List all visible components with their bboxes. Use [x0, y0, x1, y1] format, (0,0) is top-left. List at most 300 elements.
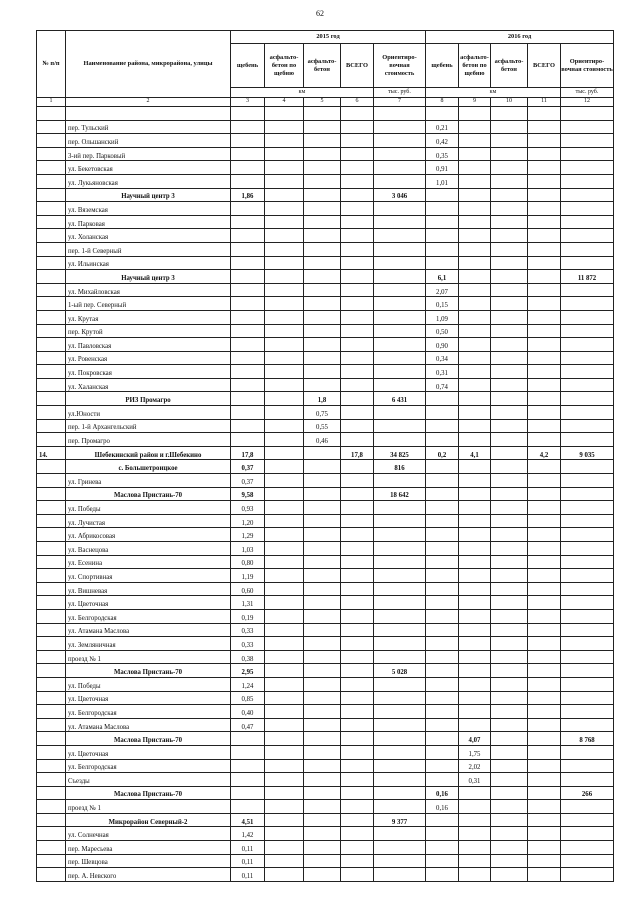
row-value: [265, 446, 304, 460]
row-value: [265, 351, 304, 365]
row-value: 0,34: [426, 351, 459, 365]
row-name: пер. Тульский: [66, 120, 231, 134]
row-value: [528, 283, 561, 297]
row-value: [304, 718, 341, 732]
row-value: [374, 229, 426, 243]
row-value: [459, 637, 491, 651]
row-value: [528, 161, 561, 175]
row-number: [37, 786, 66, 800]
row-value: [459, 827, 491, 841]
row-value: [459, 677, 491, 691]
row-value: [561, 841, 614, 855]
row-value: [528, 202, 561, 216]
row-value: [528, 582, 561, 596]
row-value: [304, 514, 341, 528]
row-value: [341, 854, 374, 868]
header-total-2016: ВСЕГО: [528, 44, 561, 88]
row-value: [341, 868, 374, 882]
row-name: ул. Цветочная: [66, 596, 231, 610]
row-value: [426, 677, 459, 691]
row-name: ул. Вяземская: [66, 202, 231, 216]
row-value: [561, 609, 614, 623]
row-value: [561, 514, 614, 528]
row-value: [491, 732, 528, 746]
table-row: [37, 310, 614, 324]
row-number: [37, 256, 66, 270]
row-value: [491, 338, 528, 352]
row-value: [491, 365, 528, 379]
row-value: [426, 609, 459, 623]
row-value: [491, 324, 528, 338]
row-value: [528, 351, 561, 365]
row-name: Микрорайон Северный-2: [66, 813, 231, 827]
row-value: [304, 161, 341, 175]
row-value: [561, 188, 614, 202]
row-value: 0,50: [426, 324, 459, 338]
row-name: ул. Ильинская: [66, 256, 231, 270]
row-name: пер. Ольшанский: [66, 134, 231, 148]
row-value: 2,07: [426, 283, 459, 297]
row-value: [265, 120, 304, 134]
row-value: [265, 338, 304, 352]
row-value: [561, 297, 614, 311]
row-value: [341, 406, 374, 420]
row-value: [459, 174, 491, 188]
row-name: Маслова Пристань-70: [66, 786, 231, 800]
row-value: [304, 677, 341, 691]
row-value: [459, 378, 491, 392]
row-value: [426, 107, 459, 121]
row-value: [374, 569, 426, 583]
row-value: [341, 555, 374, 569]
table-row: [37, 256, 614, 270]
row-value: [231, 406, 265, 420]
row-value: [528, 813, 561, 827]
row-value: [459, 406, 491, 420]
row-name: пер. Маресьева: [66, 841, 231, 855]
row-name: Маслова Пристань-70: [66, 664, 231, 678]
row-value: [304, 555, 341, 569]
row-value: [459, 460, 491, 474]
row-value: [231, 215, 265, 229]
column-number: 6: [341, 98, 374, 107]
row-number: [37, 487, 66, 501]
row-value: [231, 256, 265, 270]
row-value: [528, 528, 561, 542]
table-row: [37, 542, 614, 556]
row-value: [341, 174, 374, 188]
row-value: [231, 147, 265, 161]
row-value: [491, 514, 528, 528]
row-name: ул. Бекетовская: [66, 161, 231, 175]
row-value: [491, 392, 528, 406]
row-value: [341, 310, 374, 324]
row-value: [459, 813, 491, 827]
row-value: [231, 270, 265, 284]
row-value: [426, 732, 459, 746]
row-value: [304, 324, 341, 338]
row-value: [561, 705, 614, 719]
row-value: [459, 474, 491, 488]
row-value: [528, 242, 561, 256]
row-value: [491, 460, 528, 474]
row-value: 0,11: [231, 854, 265, 868]
row-name: ул. Васнецова: [66, 542, 231, 556]
road-works-table: [36, 30, 614, 882]
row-number: [37, 800, 66, 814]
row-value: [426, 514, 459, 528]
row-value: [561, 134, 614, 148]
row-value: [528, 501, 561, 515]
column-number: 12: [561, 98, 614, 107]
row-value: [304, 487, 341, 501]
row-value: [265, 609, 304, 623]
row-value: [426, 637, 459, 651]
row-value: [374, 773, 426, 787]
row-number: [37, 283, 66, 297]
row-value: 1,86: [231, 188, 265, 202]
row-value: [459, 419, 491, 433]
row-value: [426, 650, 459, 664]
row-name: ул. Есенина: [66, 555, 231, 569]
header-total-2015: ВСЕГО: [341, 44, 374, 88]
row-value: [265, 514, 304, 528]
row-value: [459, 528, 491, 542]
row-value: [304, 188, 341, 202]
row-value: [459, 351, 491, 365]
row-value: [265, 841, 304, 855]
row-number: [37, 134, 66, 148]
table-header: [37, 31, 614, 107]
section-row: [37, 732, 614, 746]
row-value: [528, 474, 561, 488]
row-value: 0,37: [231, 460, 265, 474]
row-value: [304, 759, 341, 773]
row-value: [231, 242, 265, 256]
row-value: [528, 297, 561, 311]
row-value: [426, 542, 459, 556]
row-value: [528, 596, 561, 610]
table-row: [37, 406, 614, 420]
row-value: [491, 229, 528, 243]
row-value: [374, 419, 426, 433]
row-value: [374, 609, 426, 623]
row-value: [265, 215, 304, 229]
section-row: [37, 664, 614, 678]
row-value: [491, 433, 528, 447]
row-number: [37, 813, 66, 827]
row-value: [265, 800, 304, 814]
row-number: [37, 324, 66, 338]
row-value: [459, 338, 491, 352]
row-value: [528, 107, 561, 121]
row-value: [341, 732, 374, 746]
row-value: [459, 786, 491, 800]
row-value: [528, 419, 561, 433]
row-value: [561, 650, 614, 664]
row-number: [37, 406, 66, 420]
table-row: [37, 338, 614, 352]
row-value: 0,55: [304, 419, 341, 433]
row-value: [265, 378, 304, 392]
row-value: [491, 378, 528, 392]
row-number: [37, 365, 66, 379]
row-value: [374, 854, 426, 868]
table-row: [37, 528, 614, 542]
row-value: 6,1: [426, 270, 459, 284]
row-value: [265, 596, 304, 610]
row-number: [37, 555, 66, 569]
header-cost-2015: Ориентиро-вочная стоимость: [374, 44, 426, 88]
row-value: [459, 650, 491, 664]
row-value: [341, 542, 374, 556]
table-row: [37, 161, 614, 175]
row-value: [265, 392, 304, 406]
row-value: [231, 283, 265, 297]
row-value: [265, 732, 304, 746]
row-number: [37, 650, 66, 664]
header-unit-km-2015: км: [231, 88, 374, 98]
row-value: [561, 827, 614, 841]
row-value: [459, 664, 491, 678]
row-value: [561, 813, 614, 827]
row-value: 0,37: [231, 474, 265, 488]
row-value: [528, 215, 561, 229]
column-number: 3: [231, 98, 265, 107]
row-value: [459, 256, 491, 270]
row-value: 0,15: [426, 297, 459, 311]
row-value: 0,40: [231, 705, 265, 719]
row-value: [304, 107, 341, 121]
table-row: [37, 283, 614, 297]
row-value: [231, 324, 265, 338]
row-value: [491, 841, 528, 855]
row-value: 0,85: [231, 691, 265, 705]
row-value: [561, 555, 614, 569]
row-name: Маслова Пристань-70: [66, 487, 231, 501]
row-number: [37, 229, 66, 243]
row-name: пер. 1-й Северный: [66, 242, 231, 256]
row-value: [561, 283, 614, 297]
row-value: [561, 419, 614, 433]
row-value: [304, 446, 341, 460]
row-value: 0,11: [231, 841, 265, 855]
table-row: [37, 623, 614, 637]
page-number: 62: [316, 9, 324, 18]
table-body: [37, 107, 614, 882]
row-number: [37, 868, 66, 882]
row-value: [459, 501, 491, 515]
row-name: с. Большетроицкое: [66, 460, 231, 474]
row-value: 4,07: [459, 732, 491, 746]
row-value: [459, 161, 491, 175]
row-value: [341, 147, 374, 161]
row-name: Шебекинский район и г.Шебекино: [66, 446, 231, 460]
row-value: [426, 596, 459, 610]
row-value: [426, 745, 459, 759]
row-value: [561, 310, 614, 324]
row-value: [426, 569, 459, 583]
row-value: [231, 786, 265, 800]
row-value: [426, 664, 459, 678]
row-value: [459, 868, 491, 882]
row-value: [341, 650, 374, 664]
row-number: [37, 691, 66, 705]
row-value: [459, 283, 491, 297]
row-value: 18 642: [374, 487, 426, 501]
row-value: [265, 487, 304, 501]
row-value: [561, 528, 614, 542]
row-value: [459, 569, 491, 583]
row-value: [528, 188, 561, 202]
row-value: [528, 745, 561, 759]
row-value: [374, 745, 426, 759]
row-value: [304, 283, 341, 297]
row-value: [304, 474, 341, 488]
column-number: 2: [66, 98, 231, 107]
table-row: [37, 773, 614, 787]
row-value: [459, 202, 491, 216]
row-value: [265, 582, 304, 596]
row-value: [341, 528, 374, 542]
row-value: [528, 542, 561, 556]
row-value: [265, 501, 304, 515]
row-value: [561, 569, 614, 583]
row-name: ул. Вишневая: [66, 582, 231, 596]
row-value: [491, 406, 528, 420]
row-value: [426, 773, 459, 787]
row-value: [265, 242, 304, 256]
row-value: [341, 596, 374, 610]
row-value: [561, 542, 614, 556]
row-value: 0,31: [426, 365, 459, 379]
row-number: [37, 338, 66, 352]
row-name: ул. Михайловская: [66, 283, 231, 297]
row-value: [341, 841, 374, 855]
row-value: [491, 174, 528, 188]
row-value: [304, 868, 341, 882]
header-gravel-2015: щебень: [231, 44, 265, 88]
row-value: [341, 501, 374, 515]
row-value: [374, 351, 426, 365]
row-value: [374, 120, 426, 134]
row-value: 17,8: [341, 446, 374, 460]
row-value: [491, 827, 528, 841]
row-value: [561, 351, 614, 365]
header-no: № п/п: [37, 31, 66, 98]
row-value: [561, 324, 614, 338]
header-unit-cost-2015: тыс. руб.: [374, 88, 426, 98]
row-value: [561, 107, 614, 121]
row-number: [37, 174, 66, 188]
row-number: [37, 732, 66, 746]
row-name: РИЗ Промагро: [66, 392, 231, 406]
row-name: 3-ий пер. Парковый: [66, 147, 231, 161]
table-row: [37, 174, 614, 188]
row-value: [304, 120, 341, 134]
table-row: [37, 800, 614, 814]
column-number: 7: [374, 98, 426, 107]
row-value: 1,03: [231, 542, 265, 556]
row-value: [561, 854, 614, 868]
row-value: [528, 800, 561, 814]
row-value: [374, 161, 426, 175]
row-value: [561, 147, 614, 161]
row-value: [341, 664, 374, 678]
row-value: [459, 623, 491, 637]
row-value: [374, 378, 426, 392]
row-value: [341, 759, 374, 773]
row-name: ул. Белгородская: [66, 759, 231, 773]
row-value: [265, 528, 304, 542]
row-value: [265, 310, 304, 324]
row-value: 2,02: [459, 759, 491, 773]
row-value: [528, 460, 561, 474]
row-number: [37, 120, 66, 134]
row-value: [341, 215, 374, 229]
row-value: [491, 474, 528, 488]
row-value: [491, 677, 528, 691]
section-row: [37, 392, 614, 406]
row-value: [426, 623, 459, 637]
row-value: [426, 528, 459, 542]
row-value: [528, 310, 561, 324]
row-value: [341, 514, 374, 528]
row-name: пер. Промагро: [66, 433, 231, 447]
row-number: [37, 310, 66, 324]
row-value: [491, 256, 528, 270]
row-value: [561, 256, 614, 270]
table-row: [37, 868, 614, 882]
row-value: [341, 297, 374, 311]
row-value: [491, 446, 528, 460]
table-row: [37, 609, 614, 623]
row-value: [459, 107, 491, 121]
row-value: [304, 609, 341, 623]
row-value: [491, 854, 528, 868]
row-value: [459, 392, 491, 406]
row-value: [459, 242, 491, 256]
row-value: [304, 310, 341, 324]
row-value: [265, 542, 304, 556]
row-value: [459, 705, 491, 719]
row-value: [265, 365, 304, 379]
row-value: [374, 650, 426, 664]
row-number: [37, 419, 66, 433]
row-number: [37, 623, 66, 637]
row-value: [491, 623, 528, 637]
row-value: [341, 460, 374, 474]
table-row: [37, 745, 614, 759]
row-value: [374, 297, 426, 311]
row-name: Научный центр 3: [66, 270, 231, 284]
row-value: [265, 161, 304, 175]
row-value: [491, 242, 528, 256]
row-number: [37, 202, 66, 216]
row-value: [561, 392, 614, 406]
row-value: 8 768: [561, 732, 614, 746]
row-value: [491, 691, 528, 705]
row-value: [426, 813, 459, 827]
row-value: [426, 705, 459, 719]
column-number: 8: [426, 98, 459, 107]
table-row: [37, 419, 614, 433]
row-value: 0,16: [426, 800, 459, 814]
row-number: [37, 677, 66, 691]
header-asphalt-2015: асфальто-бетон: [304, 44, 341, 88]
row-value: [561, 773, 614, 787]
row-value: 1,29: [231, 528, 265, 542]
